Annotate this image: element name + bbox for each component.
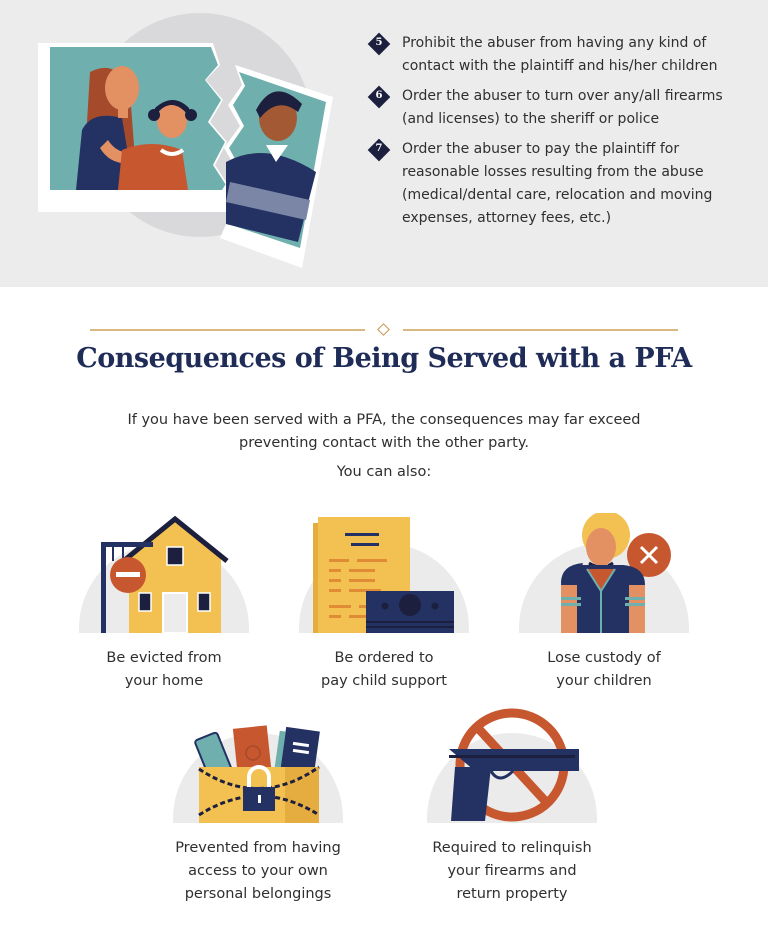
section-title: Consequences of Being Served with a PFA bbox=[76, 343, 692, 374]
consequence-label: Required to relinquish your firearms and return property bbox=[432, 840, 592, 902]
step-text: Prohibit the abuser from having any kind of contact with the plaintiff and his/her children bbox=[402, 35, 718, 74]
section-divider bbox=[90, 323, 678, 337]
section-intro: If you have been served with a PFA, the consequences may far exceed preventing contact with the other party. bbox=[127, 412, 641, 451]
lead-in-text: You can also: bbox=[336, 464, 432, 480]
step-item bbox=[368, 32, 748, 78]
step-text: Order the abuser to turn over any/all firearms (and licenses) to the sheriff or police bbox=[402, 88, 723, 127]
divider-line-left bbox=[90, 329, 365, 331]
step-number-badge: 5 bbox=[368, 33, 390, 55]
eviction-house-icon bbox=[69, 513, 259, 633]
consequence-card-belongings bbox=[163, 703, 353, 906]
child-support-bill-icon bbox=[289, 513, 479, 633]
step-number-badge: 7 bbox=[368, 139, 390, 161]
consequence-label: Prevented from having access to your own personal belongings bbox=[175, 840, 341, 902]
step-number-badge: 6 bbox=[368, 86, 390, 108]
divider-line-right bbox=[403, 329, 678, 331]
step-text: Order the abuser to pay the plaintiff for reasonable losses resulting from the abuse (medical/dental care, relocation and moving expenses, attorney fees, etc.) bbox=[402, 141, 713, 226]
consequence-label: Lose custody of your children bbox=[547, 650, 661, 689]
consequence-label: Be ordered to pay child support bbox=[321, 650, 447, 689]
diamond-ornament-icon bbox=[377, 323, 390, 336]
consequence-card-firearms bbox=[417, 703, 607, 906]
consequence-card-child-support bbox=[289, 513, 479, 693]
step-item bbox=[368, 85, 748, 131]
torn-family-photo-icon bbox=[30, 10, 350, 280]
no-firearms-icon bbox=[417, 703, 607, 823]
lose-custody-icon bbox=[509, 513, 699, 633]
step-item bbox=[368, 138, 748, 230]
consequence-card-custody bbox=[509, 513, 699, 693]
consequence-card-eviction bbox=[69, 513, 259, 693]
locked-belongings-icon bbox=[163, 703, 353, 823]
court-order-steps-list bbox=[368, 32, 748, 237]
consequence-label: Be evicted from your home bbox=[106, 650, 222, 689]
